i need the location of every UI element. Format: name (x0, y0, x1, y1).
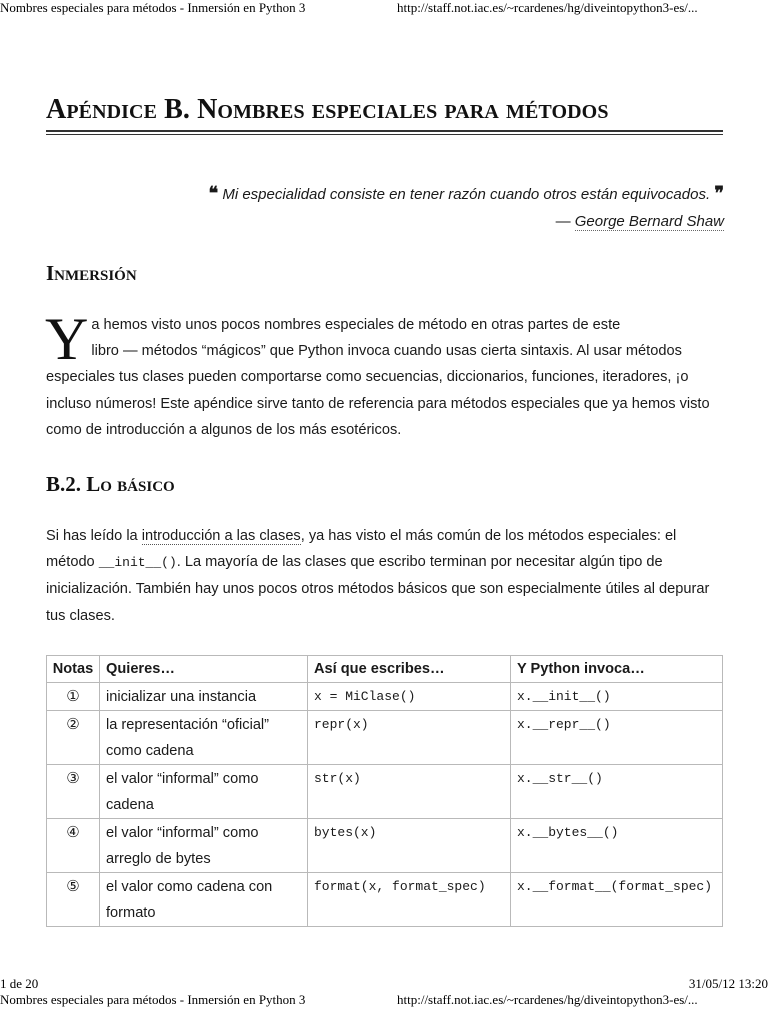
title-rule-thin (46, 134, 723, 135)
header-quieres: Quieres… (100, 656, 308, 683)
write-cell: str(x) (308, 765, 511, 819)
epigraph (208, 180, 724, 235)
section-heading-basico: B.2. Lo básico (46, 472, 175, 496)
print-footer (0, 976, 768, 1022)
basics-text-2: , ya has visto el más común de los métodos especiales: el método (46, 528, 677, 571)
want-cell: inicializar una instancia (100, 683, 308, 711)
basics-paragraph (46, 523, 724, 629)
intro-line1: a hemos visto unos pocos nombres especiales de método en otras partes de este (91, 317, 621, 333)
print-footer-title: Nombres especiales para métodos - Inmersión en Python 3 (0, 992, 306, 1007)
invoke-cell: x.__init__() (511, 683, 723, 711)
want-cell: el valor como cadena con formato (100, 873, 308, 927)
table-row (47, 711, 723, 765)
write-cell: repr(x) (308, 711, 511, 765)
write-cell: x = MiClase() (308, 683, 511, 711)
print-header-title: Nombres especiales para métodos - Inmersión en Python 3 (0, 0, 306, 15)
epigraph-text: Mi especialidad consiste en tener razón cuando otros están equivocados. (222, 186, 711, 203)
header-escribes: Así que escribes… (308, 656, 511, 683)
section-heading-inmersion: Inmersión (46, 261, 137, 285)
want-cell: el valor “informal” como arreglo de bytes (100, 819, 308, 873)
want-cell: la representación “oficial” como cadena (100, 711, 308, 765)
note-cell: ⑤ (47, 873, 100, 927)
write-cell: format(x, format_spec) (308, 873, 511, 927)
close-quote-mark: ❞ (714, 183, 724, 203)
note-cell: ③ (47, 765, 100, 819)
invoke-cell: x.__str__() (511, 765, 723, 819)
epigraph-author-link[interactable]: George Bernard Shaw (574, 213, 724, 230)
epigraph-dash: — (555, 213, 575, 230)
epigraph-attribution (208, 208, 724, 235)
page-number: 1 de 20 (0, 976, 39, 991)
intro-rest: libro — métodos “mágicos” que Python invoca cuando usas cierta sintaxis. Al usar métodos especiales tus clases pueden comportarse como secuencias, diccionarios, funciones, iteradores, ¡o incluso números! Este apéndice sirve tanto de referencia para métodos especiales que ya hemos visto como de introducción a algunos de los más esotéricos. (46, 343, 710, 438)
want-cell: el valor “informal” como cadena (100, 765, 308, 819)
table-header-row (47, 656, 723, 683)
table-row (47, 873, 723, 927)
epigraph-line (208, 180, 724, 208)
intro-paragraph (45, 306, 724, 443)
special-methods-table (46, 655, 723, 927)
note-cell: ② (47, 711, 100, 765)
basics-text-3: . La mayoría de las clases que escribo terminan por necesitar algún tipo de inicialización. También hay unos pocos otros métodos básicos que son especialmente útiles al depurar tus clases. (46, 554, 710, 624)
note-cell: ④ (47, 819, 100, 873)
basics-text-1: Si has leído la (46, 528, 142, 544)
note-cell: ① (47, 683, 100, 711)
invoke-cell: x.__repr__() (511, 711, 723, 765)
table-row (47, 765, 723, 819)
table-row (47, 683, 723, 711)
open-quote-mark: ❝ (208, 183, 219, 203)
print-header-url: http://staff.not.iac.es/~rcardenes/hg/diveintopython3-es/... (397, 0, 698, 15)
classes-intro-link[interactable]: introducción a las clases (141, 528, 301, 544)
print-header (0, 0, 768, 16)
header-invoca: Y Python invoca… (511, 656, 723, 683)
invoke-cell: x.__bytes__() (511, 819, 723, 873)
dropcap-letter: Y (45, 306, 89, 372)
print-datetime: 31/05/12 13:20 (688, 976, 768, 991)
header-notas: Notas (47, 656, 100, 683)
page-title: Apéndice B. Nombres especiales para métodos (46, 94, 609, 125)
print-footer-url: http://staff.not.iac.es/~rcardenes/hg/diveintopython3-es/... (397, 992, 698, 1007)
write-cell: bytes(x) (308, 819, 511, 873)
table-row (47, 819, 723, 873)
invoke-cell: x.__format__(format_spec) (511, 873, 723, 927)
title-rule (46, 130, 723, 132)
init-code: __init__() (98, 555, 177, 571)
